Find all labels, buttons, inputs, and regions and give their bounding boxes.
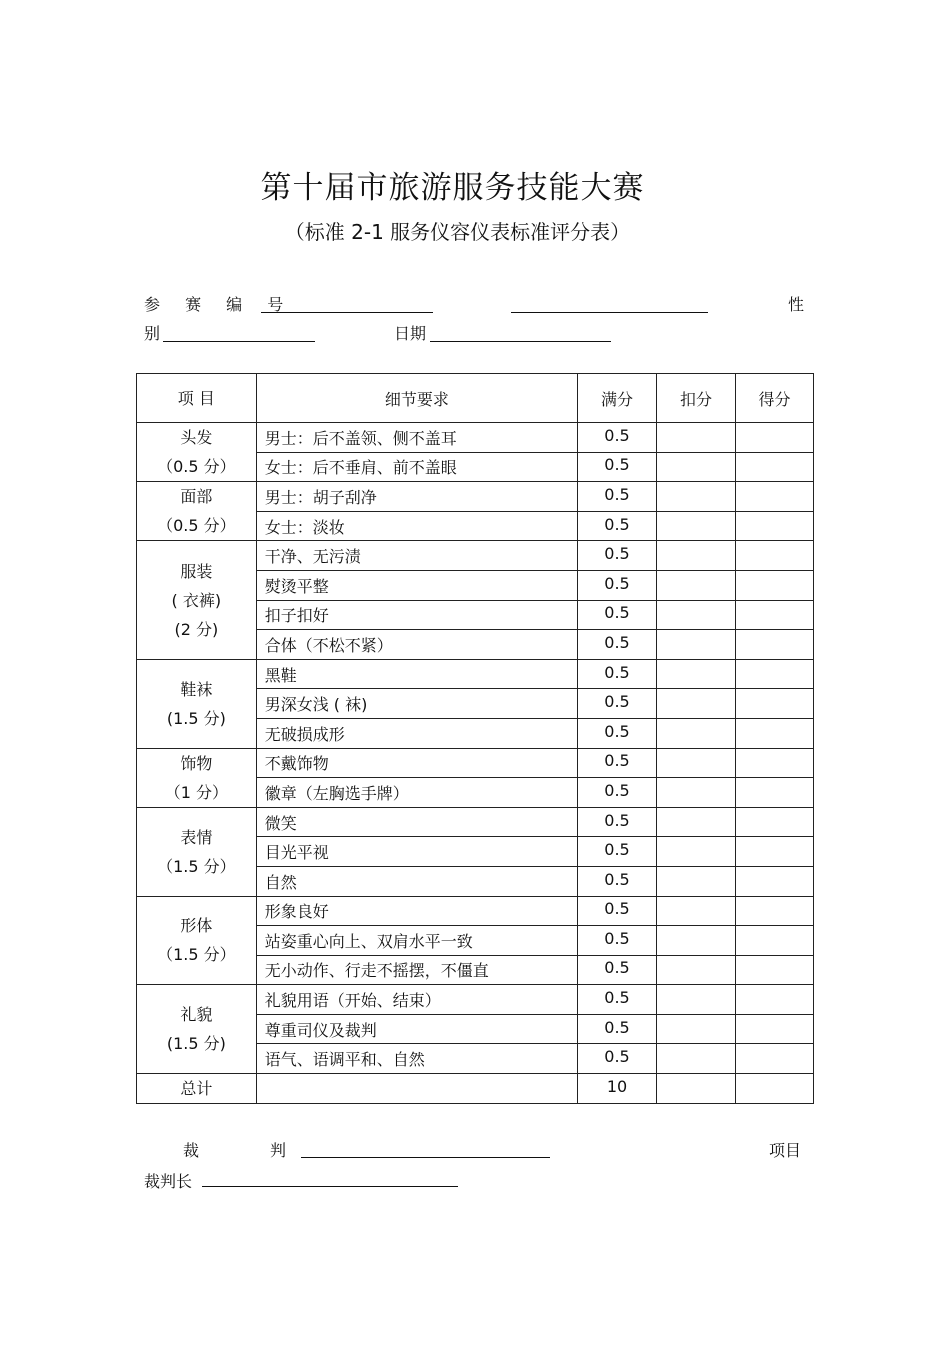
requirement-cell: 礼貌用语（开始、结束） [256,985,577,1015]
full-score-cell [577,718,656,748]
deduction-cell[interactable] [657,482,736,512]
full-score-value: 0.5 [604,810,630,830]
score-cell[interactable] [736,630,814,660]
full-score-cell [577,1014,656,1044]
deduction-cell[interactable] [657,600,736,630]
full-score-cell [577,689,656,719]
score-cell[interactable] [736,570,814,600]
deduction-cell[interactable] [657,985,736,1015]
group-cell [137,659,257,748]
name-line [511,312,708,313]
requirement-cell: 不戴饰物 [256,748,577,778]
score-cell[interactable] [736,600,814,630]
score-cell[interactable] [736,718,814,748]
total-score-cell[interactable] [736,1074,814,1104]
requirement-cell: 干净、无污渍 [256,541,577,571]
full-score-value: 0.5 [604,603,630,623]
deduction-cell[interactable] [657,1044,736,1074]
group-score: （0.5 分） [157,457,236,477]
group-score: ( 衣裤) [171,590,222,610]
contestant-no-line [261,312,433,313]
group-name: 鞋袜 [180,679,213,699]
page-title: 第十届市旅游服务技能大赛 [260,170,645,206]
full-score-value: 0.5 [604,514,630,534]
full-score-value: 0.5 [604,780,630,800]
requirement-cell: 女士：淡妆 [256,511,577,541]
group-name: 形体 [180,916,213,936]
full-score-cell [577,778,656,808]
group-score: （0.5 分） [157,516,236,536]
full-score-cell [577,541,656,571]
table-row [137,985,814,1015]
full-score-cell [577,955,656,985]
group-name: 服装 [180,561,213,581]
group-cell [137,807,257,896]
full-score-cell [577,570,656,600]
full-score-cell [577,807,656,837]
score-cell[interactable] [736,482,814,512]
score-cell[interactable] [736,985,814,1015]
gender-line [163,341,315,342]
deduction-cell[interactable] [657,778,736,808]
group-cell [137,896,257,985]
group-score: （1 分） [164,782,228,802]
group-cell [137,985,257,1074]
deduction-cell[interactable] [657,423,736,453]
score-cell[interactable] [736,837,814,867]
judge-label-part2: 判 [270,1141,287,1160]
table-row [137,807,814,837]
full-score-value: 0.5 [604,455,630,475]
group-name: 面部 [180,487,213,507]
table-row [137,896,814,926]
requirement-cell: 自然 [256,866,577,896]
score-table [136,373,814,1104]
full-score-value: 0.5 [604,928,630,948]
requirement-cell: 女士：后不垂肩、前不盖眼 [256,452,577,482]
date-label: 日期 [394,324,427,343]
full-score-cell [577,1044,656,1074]
full-score-value: 0.5 [604,958,630,978]
score-cell[interactable] [736,452,814,482]
score-cell[interactable] [736,1014,814,1044]
requirement-cell: 目光平视 [256,837,577,867]
full-score-value: 0.5 [604,899,630,919]
table-row [137,659,814,689]
table-row [137,541,814,571]
table-row [137,423,814,453]
full-score-cell [577,482,656,512]
requirement-cell: 形象良好 [256,896,577,926]
header-deduction: 扣分 [657,374,736,423]
deduction-cell[interactable] [657,718,736,748]
deduction-cell[interactable] [657,866,736,896]
full-score-value: 0.5 [604,662,630,682]
score-cell[interactable] [736,659,814,689]
requirement-cell: 无小动作、行走不摇摆，不僵直 [256,955,577,985]
group-score: (1.5 分) [166,1034,226,1054]
full-score-value: 0.5 [604,751,630,771]
requirement-cell: 站姿重心向上、双肩水平一致 [256,926,577,956]
full-score-cell [577,748,656,778]
group-score-2: (2 分) [174,619,219,639]
deduction-cell[interactable] [657,955,736,985]
total-label: 总计 [137,1074,257,1104]
full-score-value: 0.5 [604,1047,630,1067]
date-line [430,341,611,342]
full-score-cell [577,511,656,541]
full-score-cell [577,659,656,689]
score-cell[interactable] [736,807,814,837]
table-row [137,748,814,778]
score-cell[interactable] [736,955,814,985]
total-full-score-value: 10 [606,1077,628,1097]
total-row [137,1074,814,1104]
group-score: （1.5 分） [157,856,236,876]
header-item: 项 目 [137,374,257,423]
requirement-cell: 男深女浅 ( 袜) [256,689,577,719]
score-cell[interactable] [736,423,814,453]
deduction-cell[interactable] [657,659,736,689]
full-score-cell [577,926,656,956]
requirement-cell: 熨烫平整 [256,570,577,600]
group-name: 礼貌 [180,1005,213,1025]
deduction-cell[interactable] [657,689,736,719]
deduction-cell[interactable] [657,511,736,541]
requirement-cell: 无破损成形 [256,718,577,748]
total-full-score [577,1074,656,1104]
full-score-cell [577,866,656,896]
full-score-value: 0.5 [604,988,630,1008]
requirement-cell: 合体（不松不紧） [256,630,577,660]
header-full-score: 满分 [577,374,656,423]
group-cell [137,541,257,659]
total-deduction-cell[interactable] [657,1074,736,1104]
contestant-no-label: 参 赛 编 号 [144,295,294,314]
header-requirement: 细节要求 [256,374,577,423]
full-score-value: 0.5 [604,544,630,564]
deduction-cell[interactable] [657,807,736,837]
deduction-cell[interactable] [657,926,736,956]
full-score-value: 0.5 [604,632,630,652]
judge-line [301,1157,550,1158]
gender-label-part1: 性 [788,295,805,314]
deduction-cell[interactable] [657,1014,736,1044]
full-score-value: 0.5 [604,840,630,860]
full-score-value: 0.5 [604,1017,630,1037]
score-cell[interactable] [736,896,814,926]
table-body [137,423,814,1104]
full-score-value: 0.5 [604,484,630,504]
deduction-cell[interactable] [657,896,736,926]
total-requirement-cell [256,1074,577,1104]
group-score: （1.5 分） [157,945,236,965]
group-cell [137,482,257,541]
requirement-cell: 尊重司仪及裁判 [256,1014,577,1044]
requirement-cell: 扣子扣好 [256,600,577,630]
requirement-cell: 微笑 [256,807,577,837]
requirement-cell: 徽章（左胸选手牌） [256,778,577,808]
group-score: (1.5 分) [166,708,226,728]
deduction-cell[interactable] [657,748,736,778]
deduction-cell[interactable] [657,541,736,571]
project-label: 项目 [769,1141,802,1160]
score-cell[interactable] [736,748,814,778]
full-score-value: 0.5 [604,869,630,889]
chief-judge-label: 裁判长 [144,1172,193,1191]
requirement-cell: 男士：胡子刮净 [256,482,577,512]
requirement-cell: 黑鞋 [256,659,577,689]
deduction-cell[interactable] [657,452,736,482]
score-cell[interactable] [736,778,814,808]
score-cell[interactable] [736,1044,814,1074]
score-cell[interactable] [736,511,814,541]
group-cell [137,748,257,807]
full-score-cell [577,452,656,482]
page-subtitle: （标准 2-1 服务仪容仪表标准评分表） [284,220,631,244]
requirement-cell: 男士：后不盖领、侧不盖耳 [256,423,577,453]
table-row [137,482,814,512]
group-name: 表情 [180,827,213,847]
deduction-cell[interactable] [657,630,736,660]
judge-label-part1: 裁 [183,1141,200,1160]
full-score-cell [577,423,656,453]
full-score-value: 0.5 [604,692,630,712]
full-score-cell [577,896,656,926]
requirement-cell: 语气、语调平和、自然 [256,1044,577,1074]
chief-judge-line [202,1186,458,1187]
group-name: 饰物 [180,753,213,773]
score-cell[interactable] [736,689,814,719]
full-score-value: 0.5 [604,573,630,593]
full-score-value: 0.5 [604,721,630,741]
score-cell[interactable] [736,926,814,956]
header-score: 得分 [736,374,814,423]
full-score-cell [577,985,656,1015]
full-score-value: 0.5 [604,425,630,445]
deduction-cell[interactable] [657,570,736,600]
score-cell[interactable] [736,541,814,571]
group-cell [137,423,257,482]
group-name: 头发 [180,428,213,448]
deduction-cell[interactable] [657,837,736,867]
full-score-cell [577,837,656,867]
score-cell[interactable] [736,866,814,896]
gender-label-part2: 别 [144,324,161,343]
full-score-cell [577,600,656,630]
table-header-row [137,374,814,423]
full-score-cell [577,630,656,660]
